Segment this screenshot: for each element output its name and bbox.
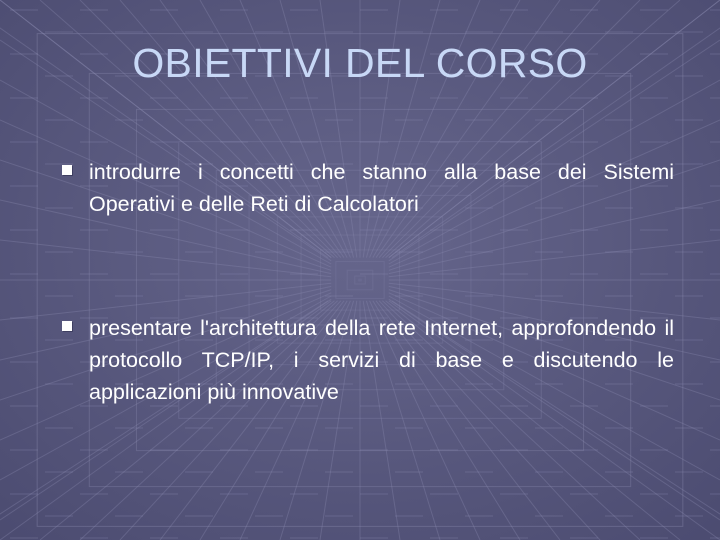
- square-bullet-icon: [62, 321, 72, 331]
- bullet-text: presentare l'architettura della rete Internet, approfondendo il protocollo TCP/IP, i servizi di base e discutendo le applicazioni più innovative: [89, 316, 674, 404]
- bullet-item: [62, 312, 674, 408]
- bullet-text: introdurre i concetti che stanno alla base dei Sistemi Operativi e delle Reti di Calcolatori: [89, 160, 674, 216]
- bullet-item: [62, 156, 674, 220]
- square-bullet-icon: [62, 165, 72, 175]
- slide-title: OBIETTIVI DEL CORSO: [132, 40, 588, 86]
